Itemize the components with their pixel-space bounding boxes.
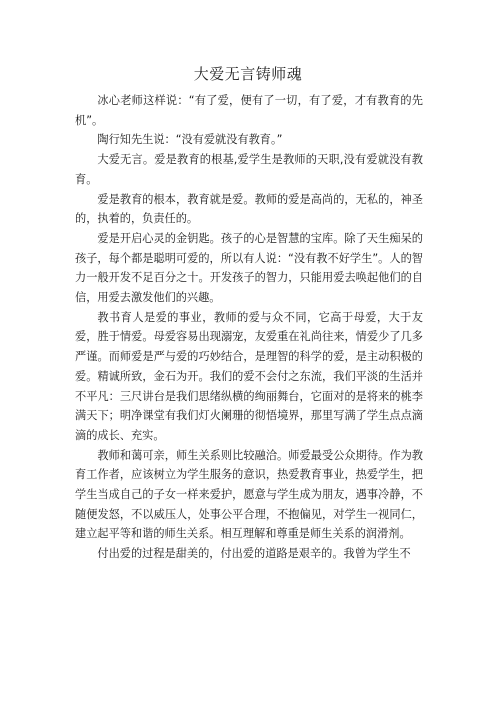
paragraph-6: 教书育人是爱的事业，教师的爱与众不同，它高于母爱，大于友爱，胜于情爱。母爱容易出现溺宠，友爱重在礼尚往来，情爱少了几多严谨。而师爱是严与爱的巧妙结合，是理智的科学的爱，是主动积极的爱。精诚所致，金石为开。我们的爱不会付之东流，我们平淡的生活并不平凡：三尺讲台是我们思绪纵横的绚丽舞台，它面对的是将来的桃李满天下；明净课堂有我们灯火阑珊的彻悟境界，那里写满了学生点点滴滴的成长、充实。 [75,310,423,442]
paragraph-8: 付出爱的过程是甜美的，付出爱的道路是艰辛的。我曾为学生不 [97,547,411,561]
paragraph-5: 爱是开启心灵的金钥匙。孩子的心是智慧的宝库。除了天生痴呆的孩子，每个都是聪明可爱的，所以有人说：“没有教不好学生”。人的智力一般开发不足百分之十。开发孩子的智力，只能用爱去唤起他们的自信，用爱去激发他们的兴趣。 [75,231,423,305]
paragraph-3: 大爱无言。爱是教育的根基,爱学生是教师的天职,没有爱就没有教育。 [75,153,423,186]
paragraph-4: 爱是教育的根本，教育就是爱。教师的爱是高尚的，无私的，神圣的，执着的，负责任的。 [75,192,423,226]
document-title: 大爱无言铸师魂 [193,65,303,83]
paragraph-1: 冰心老师这样说：“有了爱，便有了一切，有了爱，才有教育的先机”。 [75,94,423,127]
paragraph-2: 陶行知先生说：“没有爱就没有教育。” [97,133,283,147]
document-body [75,91,423,564]
paragraph-7: 教师和蔼可亲，师生关系则比较融洽。师爱最受公众期待。作为教育工作者，应该树立为学生服务的意识，热爱教育事业，热爱学生，把学生当成自己的子女一样来爱护，愿意与学生成为朋友，遇事冷静，不随便发怒，不以威压人，处事公平合理，不抱偏见，对学生一视同仁，建立起平等和谐的师生关系。相互理解和尊重是师生关系的润滑剂。 [75,448,423,541]
